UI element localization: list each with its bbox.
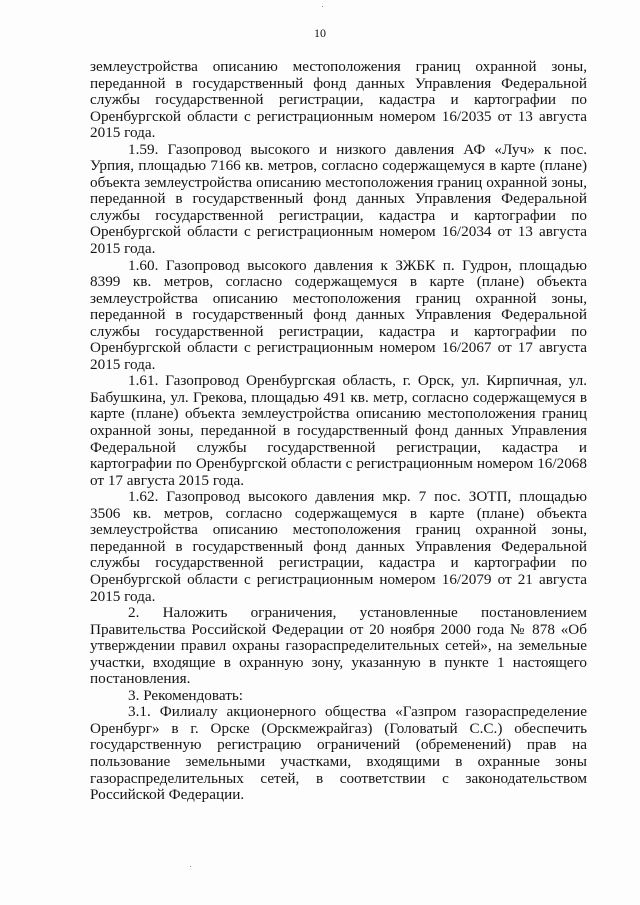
paragraph-1-58-continuation: землеустройства описанию местоположения границ охранной зоны, переданной в государственный фонд данных Управления Федеральной службы государственной регистрации, кадастра и картографии по Оренбургской области с регистрационным номером 16/2035 от 13 августа 2015 года. — [90, 58, 587, 142]
paragraph-1-62: 1.62. Газопровод высокого давления мкр. 7 пос. ЗОТП, площадью 3506 кв. метров, согласно содержащемуся в карте (плане) объекта землеустройства описанию местоположения границ охранной зоны, переданной в государственный фонд данных Управления Федеральной службы государственной регистрации, кадастра и картографии по Оренбургской области с регистрационным номером 16/2079 от 21 августа 2015 года. — [90, 488, 587, 605]
paragraph-1-61: 1.61. Газопровод Оренбургская область, г. Орск, ул. Кирпичная, ул. Бабушкина, ул. Грекова, площадью 491 кв. метр, согласно содержащемуся в карте (плане) объекта землеустройства описанию местоположения границ охранной зоны, переданной в государственный фонд данных Управления Федеральной службы государственной регистрации, кадастра и картографии по Оренбургской области с регистрационным номером 16/2068 от 17 августа 2015 года. — [90, 372, 587, 489]
document-body — [90, 59, 587, 804]
scan-speck — [190, 866, 191, 867]
paragraph-3: 3. Рекомендовать: — [128, 686, 243, 704]
page-number: 10 — [314, 26, 326, 40]
paragraph-3-1: 3.1. Филиалу акционерного общества «Газпром газораспределение Оренбург» в г. Орске (Орскмежрайгаз) (Головатый С.С.) обеспечить государственную регистрацию ограничений (обременений) прав на пользование земельными участками, входящими в охранные зоны газораспределительных сетей, в соответствии с законодательством Российской Федерации. — [90, 703, 587, 804]
paragraph-1-60: 1.60. Газопровод высокого давления к ЗЖБК п. Гудрон, площадью 8399 кв. метров, согласно содержащемуся в карте (плане) объекта землеустройства описанию местоположения границ охранной зоны, переданной в государственный фонд данных Управления Федеральной службы государственной регистрации, кадастра и картографии по Оренбургской области с регистрационным номером 16/2067 от 17 августа 2015 года. — [90, 256, 587, 373]
paragraph-1-59: 1.59. Газопровод высокого и низкого давления АФ «Луч» к пос. Урпия, площадью 7166 кв. метров, согласно содержащемуся в карте (плане) объекта землеустройства описанию местоположения границ охранной зоны, переданной в государственный фонд данных Управления Федеральной службы государственной регистрации, кадастра и картографии по Оренбургской области с регистрационным номером 16/2034 от 13 августа 2015 года. — [90, 140, 587, 258]
scan-speck — [322, 6, 323, 7]
paragraph-2: 2. Наложить ограничения, установленные постановлением Правительства Российской Федерации от 20 ноября 2000 года № 878 «Об утверждении правил охраны газораспределительных сетей», на земельные участки, входящие в охранную зону, указанную в пункте 1 настоящего постановления. — [90, 604, 587, 688]
